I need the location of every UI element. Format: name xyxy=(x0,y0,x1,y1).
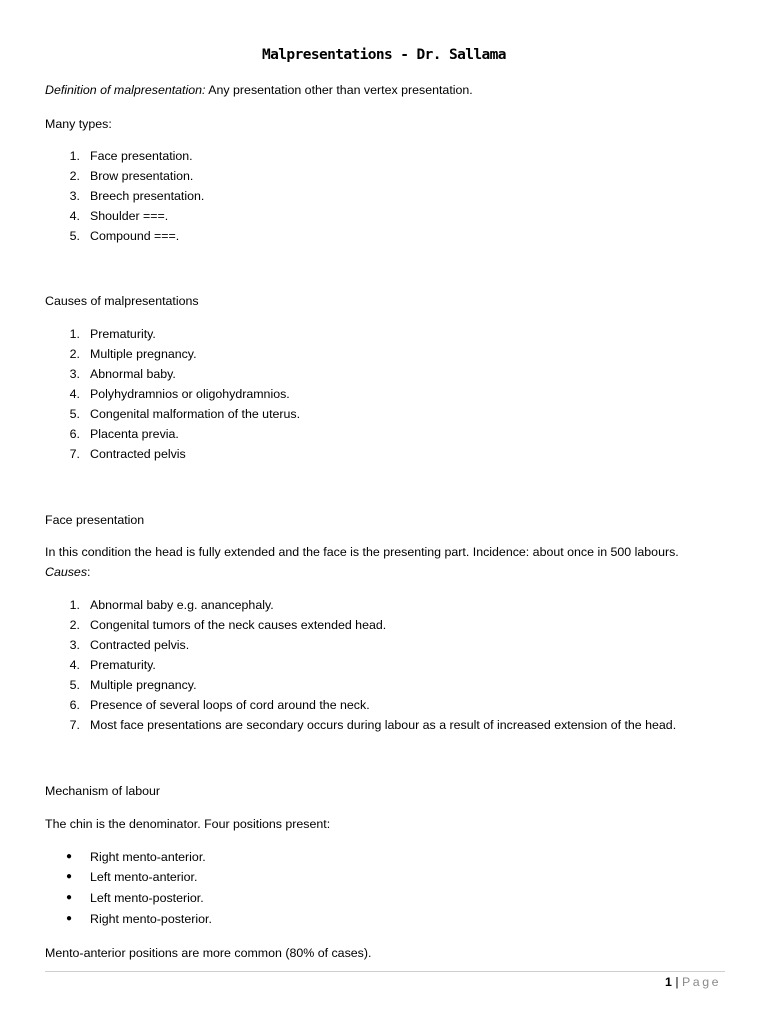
list-item: Breech presentation. xyxy=(90,189,205,203)
footer-separator: | xyxy=(675,975,679,989)
types-heading: Many types: xyxy=(45,117,112,131)
list-item: Congenital tumors of the neck causes extended head. xyxy=(90,618,387,632)
face-causes-colon: : xyxy=(87,565,91,579)
list-item: Placenta previa. xyxy=(90,427,179,441)
list-item: Most face presentations are secondary occurs during labour as a result of increased extension of the head. xyxy=(90,718,677,732)
bullet-dot: ● xyxy=(66,871,73,882)
list-number: 2. xyxy=(69,618,80,632)
mechanism-note: Mento-anterior positions are more common (80% of cases). xyxy=(45,946,372,960)
list-item: Contracted pelvis. xyxy=(90,638,190,652)
face-causes-label-line xyxy=(45,564,90,580)
list-number: 1. xyxy=(69,149,80,163)
list-item: Contracted pelvis xyxy=(90,447,186,461)
list-number: 3. xyxy=(69,367,80,381)
list-item: Face presentation. xyxy=(90,149,193,163)
footer-divider xyxy=(45,971,725,972)
list-item: Polyhydramnios or oligohydramnios. xyxy=(90,387,290,401)
list-item: Right mento-posterior. xyxy=(90,912,212,926)
list-item: Shoulder ===. xyxy=(90,209,169,223)
list-number: 6. xyxy=(69,427,80,441)
page-number: 1 xyxy=(665,975,672,989)
page-label: Page xyxy=(682,975,721,989)
list-number: 5. xyxy=(69,678,80,692)
list-item: Left mento-anterior. xyxy=(90,870,198,884)
list-item: Multiple pregnancy. xyxy=(90,678,197,692)
list-number: 2. xyxy=(69,347,80,361)
mechanism-paragraph: The chin is the denominator. Four positions present: xyxy=(45,817,331,831)
face-causes-label: Causes xyxy=(45,565,88,579)
list-number: 4. xyxy=(69,387,80,401)
page-footer xyxy=(665,975,721,989)
causes-heading: Causes of malpresentations xyxy=(45,294,199,308)
list-number: 5. xyxy=(69,407,80,421)
list-item: Abnormal baby e.g. anancephaly. xyxy=(90,598,274,612)
list-number: 2. xyxy=(69,169,80,183)
bullet-dot: ● xyxy=(66,913,73,924)
list-number: 3. xyxy=(69,189,80,203)
list-number: 4. xyxy=(69,658,80,672)
list-number: 6. xyxy=(69,698,80,712)
list-item: Brow presentation. xyxy=(90,169,194,183)
list-number: 1. xyxy=(69,598,80,612)
document-title: Malpresentations - Dr. Sallama xyxy=(262,47,506,63)
list-number: 5. xyxy=(69,229,80,243)
list-number: 7. xyxy=(69,447,80,461)
list-number: 3. xyxy=(69,638,80,652)
bullet-dot: ● xyxy=(66,892,73,903)
bullet-dot: ● xyxy=(66,851,73,862)
list-item: Right mento-anterior. xyxy=(90,850,206,864)
list-item: Prematurity. xyxy=(90,658,156,672)
list-number: 1. xyxy=(69,327,80,341)
list-item: Congenital malformation of the uterus. xyxy=(90,407,301,421)
list-item: Compound ===. xyxy=(90,229,180,243)
list-number: 7. xyxy=(69,718,80,732)
list-item: Prematurity. xyxy=(90,327,156,341)
face-heading: Face presentation xyxy=(45,513,145,527)
list-item: Abnormal baby. xyxy=(90,367,176,381)
definition-label: Definition of malpresentation: xyxy=(45,83,206,97)
list-item: Multiple pregnancy. xyxy=(90,347,197,361)
list-item: Left mento-posterior. xyxy=(90,891,204,905)
definition-line xyxy=(45,82,473,98)
face-paragraph: In this condition the head is fully extended and the face is the presenting part. Incidence: about once in 500 labours. xyxy=(45,545,679,559)
list-item: Presence of several loops of cord around the neck. xyxy=(90,698,370,712)
mechanism-heading: Mechanism of labour xyxy=(45,784,161,798)
definition-text: Any presentation other than vertex presentation. xyxy=(205,83,473,97)
list-number: 4. xyxy=(69,209,80,223)
